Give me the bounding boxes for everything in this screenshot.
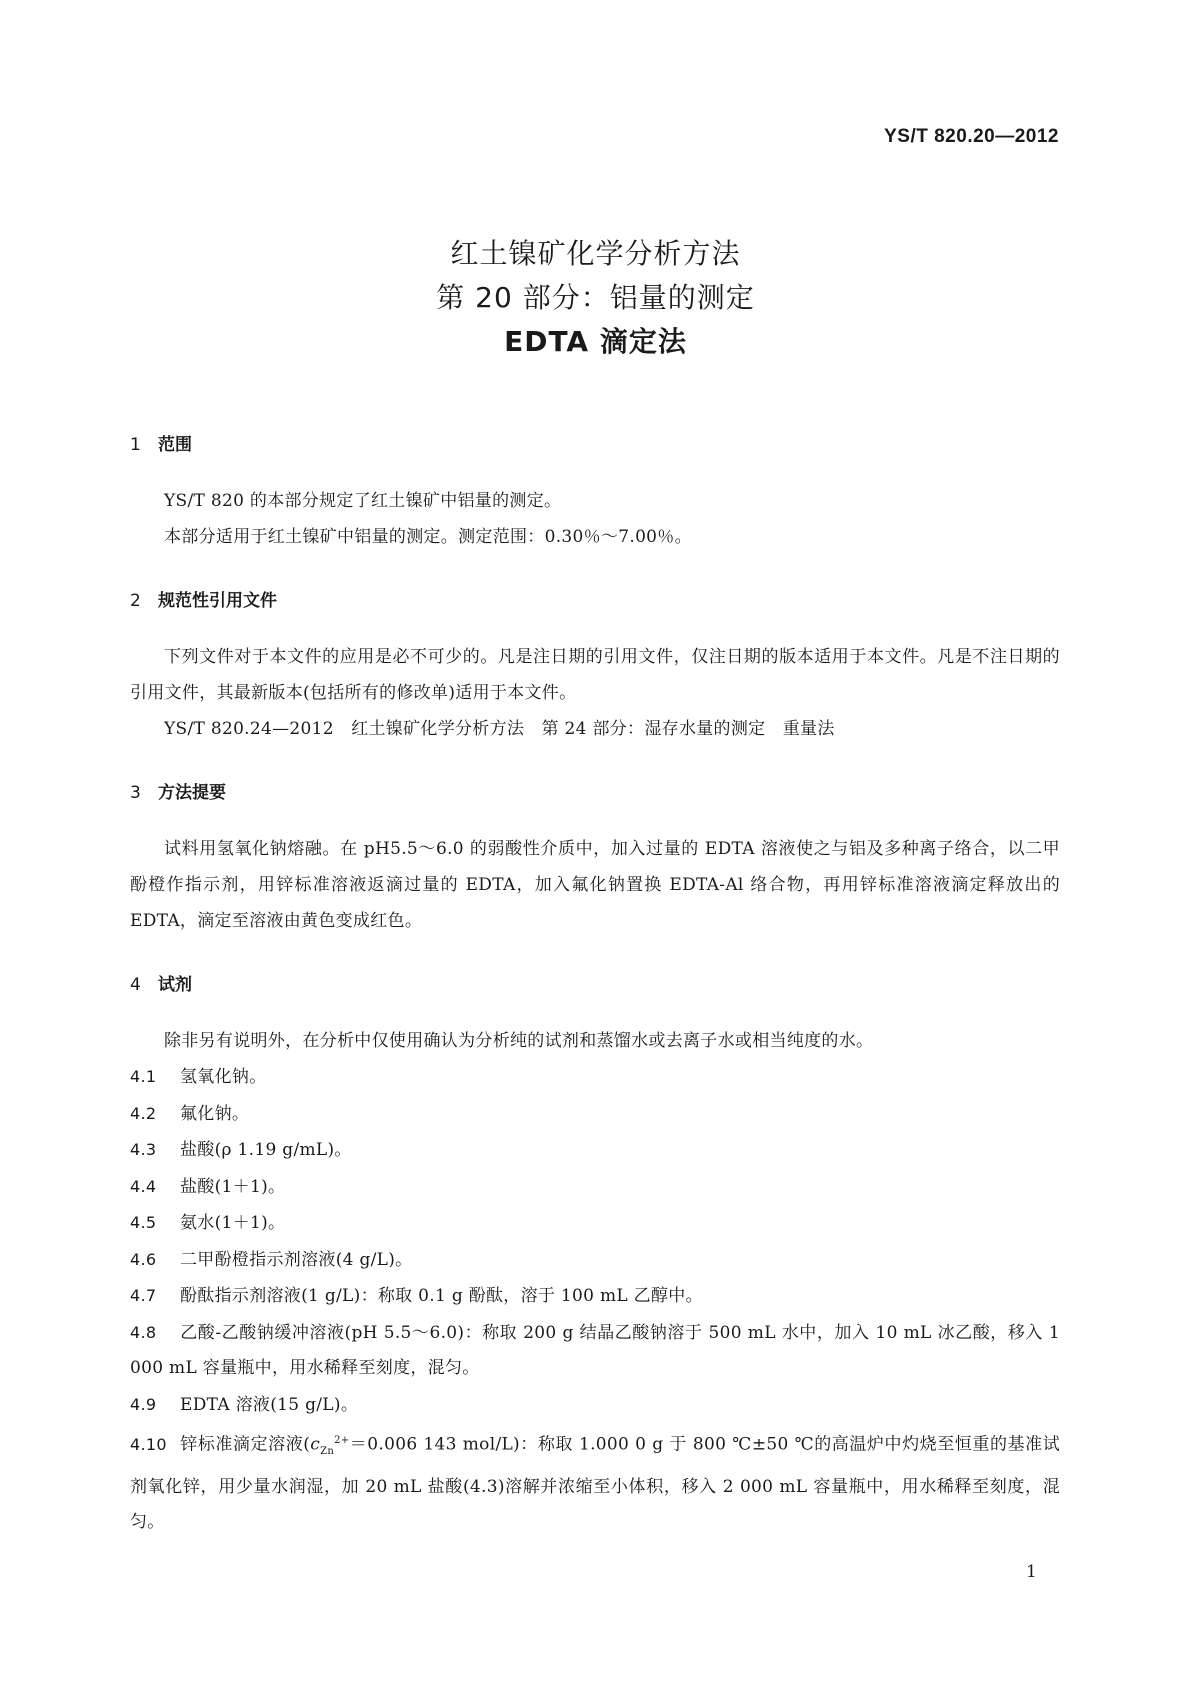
section-heading-normative-references (130, 589, 1060, 613)
page-number: 1 (1026, 1562, 1037, 1582)
reagent-text-post: ＝0.006 143 mol/L)：称取 1.000 0 g 于 800 ℃±50 ℃的高温炉中灼烧至恒重的基准试剂氧化锌，用少量水润湿，加 20 mL 盐酸(4.3)溶解并浓缩至小体积，移入 2 000 mL 容量瓶中，用水稀释至刻度，混匀。 (130, 1434, 1060, 1533)
reference-code: YS/T 820.24—2012 (164, 719, 334, 739)
reagent-text: 氢氧化钠。 (180, 1067, 267, 1087)
section-number: 4 (130, 975, 141, 995)
reagent-item (130, 1423, 1060, 1541)
reagent-text: 氨水(1＋1)。 (180, 1213, 286, 1233)
standard-code: YS/T 820.20—2012 (884, 126, 1059, 147)
reagent-number: 4.5 (130, 1213, 157, 1232)
reagent-text: 二甲酚橙指示剂溶液(4 g/L)。 (180, 1249, 413, 1270)
reagent-item (130, 1132, 1060, 1169)
scope-paragraph-2: 本部分适用于红土镍矿中铝量的测定。测定范围：0.30％～7.00％。 (164, 527, 692, 547)
reagent-text: 盐酸(ρ 1.19 g/mL)。 (180, 1140, 352, 1160)
section-number: 3 (130, 783, 141, 803)
section-heading-scope (130, 433, 1060, 457)
reagent-item (130, 1059, 1060, 1096)
scope-paragraph-1: YS/T 820 的本部分规定了红土镍矿中铝量的测定。 (164, 491, 562, 511)
reagent-item (130, 1205, 1060, 1242)
reagent-item (130, 1169, 1060, 1206)
reagent-item (130, 1315, 1060, 1387)
reference-title: 红土镍矿化学分析方法 第 24 部分：湿存水量的测定 重量法 (351, 719, 835, 739)
title-line-3: EDTA 滴定法 (504, 325, 687, 358)
reagent-text: EDTA 溶液(15 g/L)。 (180, 1394, 359, 1415)
reagent-text: 氟化钠。 (180, 1103, 250, 1124)
document-body (130, 433, 1060, 1541)
reagent-text: 酚酞指示剂溶液(1 g/L)：称取 0.1 g 酚酞，溶于 100 mL 乙醇中。 (180, 1286, 703, 1306)
document-title (0, 232, 1191, 364)
reagent-item (130, 1242, 1060, 1279)
reagents-intro: 除非另有说明外，在分析中仅使用确认为分析纯的试剂和蒸馏水或去离子水或相当纯度的水。 (164, 1031, 874, 1051)
section-heading-method-summary (130, 781, 1060, 805)
references-paragraph: 下列文件对于本文件的应用是必不可少的。凡是注日期的引用文件，仅注日期的版本适用于本文件。凡是不注日期的引用文件，其最新版本(包括所有的修改单)适用于本文件。 (130, 647, 1060, 703)
concentration-symbol: c (310, 1434, 321, 1455)
reagent-item (130, 1387, 1060, 1424)
title-line-2: 第 20 部分：铝量的测定 (436, 281, 755, 314)
section-title: 试剂 (158, 975, 192, 995)
zinc-subscript: Zn (320, 1446, 335, 1458)
reagent-number: 4.4 (130, 1176, 157, 1196)
section-heading-reagents (130, 973, 1060, 997)
reagent-text: 盐酸(1＋1)。 (180, 1176, 286, 1197)
section-number: 1 (130, 435, 141, 455)
reagent-number: 4.6 (130, 1249, 157, 1269)
section-title: 规范性引用文件 (158, 591, 277, 611)
section-number: 2 (130, 591, 141, 611)
reagent-number: 4.8 (130, 1322, 157, 1342)
title-line-1: 红土镍矿化学分析方法 (450, 237, 741, 270)
reagent-number: 4.10 (130, 1434, 167, 1454)
reagent-item (130, 1096, 1060, 1133)
reagent-item (130, 1278, 1060, 1315)
reagent-number: 4.2 (130, 1103, 157, 1123)
reference-entry (130, 711, 1060, 747)
reagent-number: 4.3 (130, 1140, 157, 1159)
section-title: 范围 (158, 435, 192, 455)
section-title: 方法提要 (158, 783, 226, 803)
reagent-text: 乙酸-乙酸钠缓冲溶液(pH 5.5～6.0)：称取 200 g 结晶乙酸钠溶于 500 mL 水中，加入 10 mL 冰乙酸，移入 1 000 mL 容量瓶中，用水稀释至刻度，混匀。 (130, 1322, 1060, 1378)
reagent-list (130, 1059, 1060, 1423)
reagent-text-pre: 锌标准滴定溶液( (180, 1434, 311, 1455)
reagent-number: 4.1 (130, 1067, 157, 1086)
reagent-number: 4.9 (130, 1394, 157, 1414)
method-summary-paragraph: 试料用氢氧化钠熔融。在 pH5.5～6.0 的弱酸性介质中，加入过量的 EDTA 溶液使之与铝及多种离子络合，以二甲酚橙作指示剂，用锌标准溶液返滴过量的 EDTA，加入氟化钠置换 EDTA-Al 络合物，再用锌标准溶液滴定释放出的 EDTA，滴定至溶液由黄色变成红色。 (130, 839, 1060, 931)
charge-superscript: 2+ (334, 1435, 350, 1446)
reagent-number: 4.7 (130, 1286, 157, 1305)
